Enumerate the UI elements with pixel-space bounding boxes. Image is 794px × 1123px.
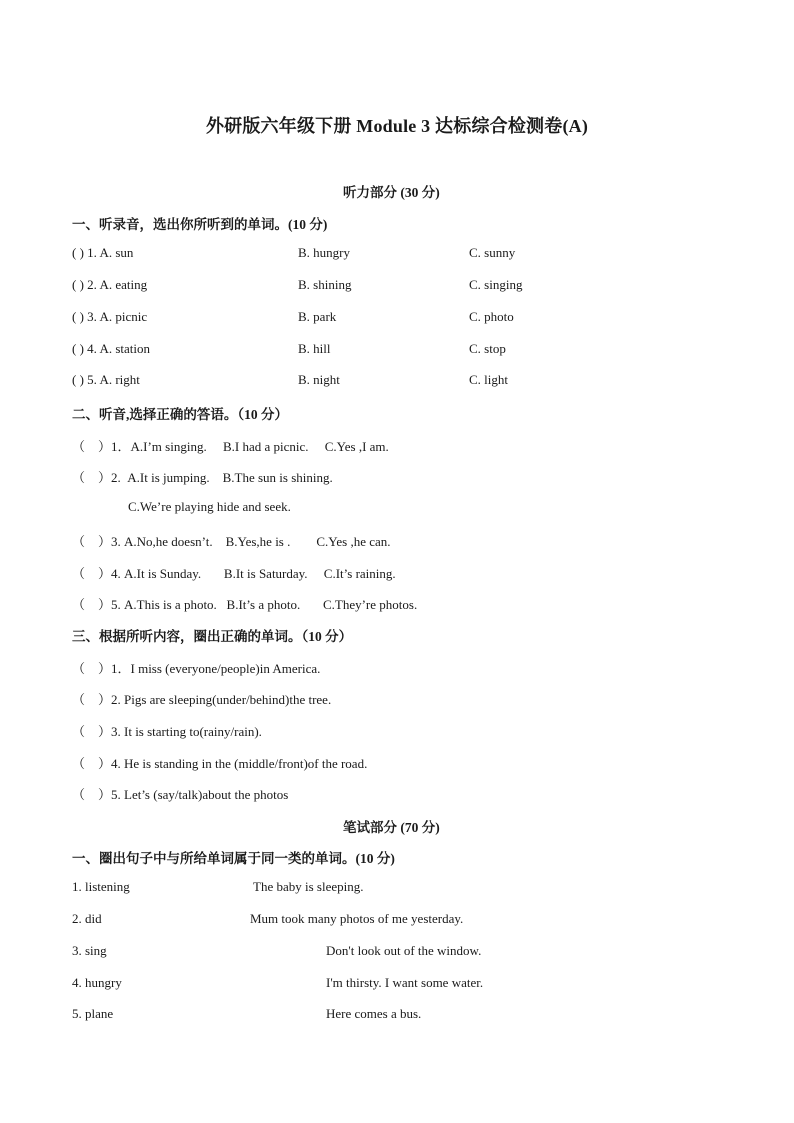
listening-s2-question-4: （ ）4. A.It is Sunday. B.It is Saturday. C.It’s raining. [72, 566, 396, 581]
question-text: ( ) 4. A. station [72, 341, 150, 356]
option-c: C. stop [469, 341, 506, 356]
option-b: B. hill [298, 341, 331, 356]
question-text: ( ) 1. A. sun [72, 245, 134, 260]
listening-s2-question-5: （ ）5. A.This is a photo. B.It’s a photo. C.They’re photos. [72, 597, 418, 612]
listening-s3-question-3: （ ）3. It is starting to(rainy/rain). [72, 724, 262, 739]
question-text: ( ) 2. A. eating [72, 277, 148, 292]
writing-s1-word-5: 5. plane [72, 1006, 114, 1021]
question-text: ( ) 3. A. picnic [72, 309, 148, 324]
option-c: C. sunny [469, 245, 516, 260]
option-c: C. photo [469, 309, 514, 324]
writing-s1-sentence-5: Here comes a bus. [326, 1006, 422, 1021]
listening-s1-question-3 [72, 309, 147, 325]
listening-s1-question-4 [72, 341, 150, 357]
option-b: B. night [298, 372, 340, 387]
option-c: C. singing [469, 277, 523, 292]
writing-s1-sentence-1: The baby is sleeping. [253, 879, 364, 894]
writing-s1-word-3: 3. sing [72, 943, 107, 958]
listening-s3-question-2: （ ）2. Pigs are sleeping(under/behind)the tree. [72, 692, 332, 707]
listening-section2-heading: 二、听音,选择正确的答语。（10 分） [72, 407, 288, 422]
listening-s2-question-3: （ ）3. A.No,he doesn’t. B.Yes,he is . C.Yes ,he can. [72, 534, 391, 549]
listening-section3-heading: 三、根据所听内容，圈出正确的单词。（10 分） [72, 629, 353, 644]
writing-s1-sentence-3: Don't look out of the window. [326, 943, 482, 958]
option-b: B. hungry [298, 245, 350, 260]
writing-s1-sentence-4: I'm thirsty. I want some water. [326, 975, 484, 990]
option-b: B. park [298, 309, 337, 324]
listening-s2-question-1: （ ）1．A.I’m singing. B.I had a picnic. C.Yes ,I am. [72, 439, 389, 454]
question-text: ( ) 5. A. right [72, 372, 140, 387]
writing-section1-heading: 一、圈出句子中与所给单词属于同一类的单词。(10 分) [72, 851, 395, 866]
listening-s3-question-1: （ ）1．I miss (everyone/people)in America. [72, 661, 321, 676]
writing-s1-word-2: 2. did [72, 911, 102, 926]
option-c: C. light [469, 372, 509, 387]
writing-part-header: 笔试部分 (70 分) [343, 820, 440, 835]
document-title: 外研版六年级下册 Module 3 达标综合检测卷(A) [205, 116, 589, 136]
option-b: B. shining [298, 277, 352, 292]
listening-part-header: 听力部分 (30 分) [343, 185, 440, 200]
listening-s3-question-5: （ ）5. Let’s (say/talk)about the photos [72, 787, 289, 802]
listening-s1-question-1 [72, 245, 133, 261]
writing-s1-sentence-2: Mum took many photos of me yesterday. [250, 911, 464, 926]
listening-s1-question-2 [72, 277, 147, 293]
listening-section1-heading: 一、听录音，选出你所听到的单词。(10 分) [72, 217, 328, 232]
listening-s2-question-2: （ ）2. A.It is jumping. B.The sun is shining. [72, 470, 333, 485]
listening-s3-question-4: （ ）4. He is standing in the (middle/front)of the road. [72, 756, 368, 771]
listening-s1-question-5 [72, 372, 140, 388]
writing-s1-word-4: 4. hungry [72, 975, 122, 990]
writing-s1-word-1: 1. listening [72, 879, 130, 894]
listening-s2-question-2-option-c: C.We’re playing hide and seek. [128, 499, 291, 514]
